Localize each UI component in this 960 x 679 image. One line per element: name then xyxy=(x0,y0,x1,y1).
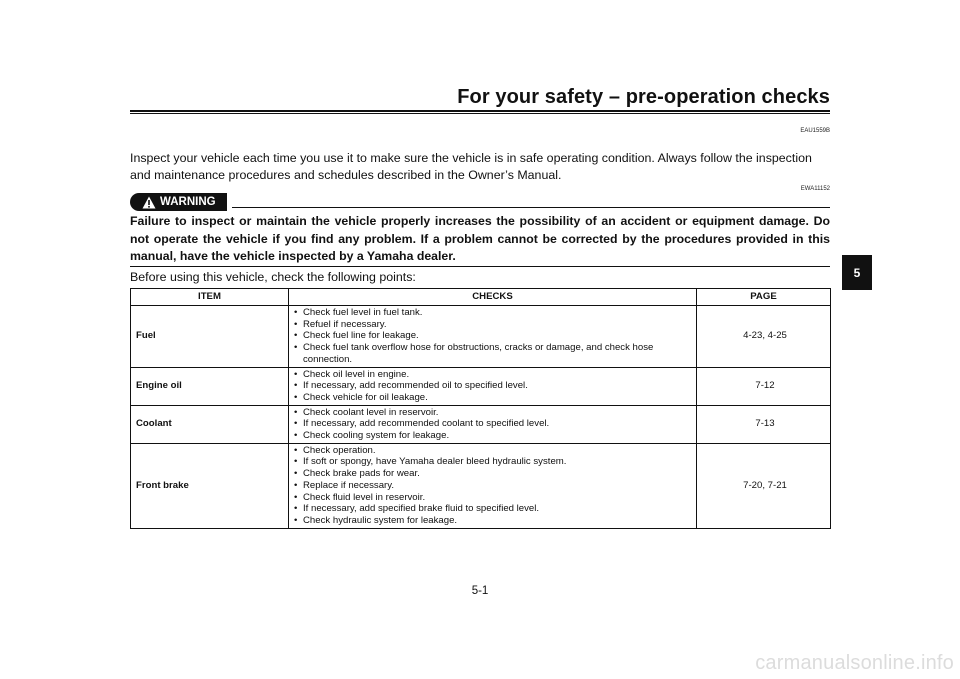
table-row xyxy=(131,443,831,528)
check-text: If necessary, add recommended coolant to specified level. xyxy=(303,418,550,430)
warning-reference-code: EWA11152 xyxy=(800,186,830,192)
bullet-icon: • xyxy=(294,456,298,468)
check-text: Replace if necessary. xyxy=(303,479,395,491)
check-list-item xyxy=(294,392,694,404)
checks-cell xyxy=(289,405,697,443)
table-row xyxy=(131,306,831,368)
bullet-icon: • xyxy=(294,491,298,503)
checks-cell xyxy=(289,367,697,405)
table-row xyxy=(131,405,831,443)
column-header-item: ITEM xyxy=(131,289,289,306)
check-list-item xyxy=(294,480,694,492)
page-reference-cell: 4-23, 4-25 xyxy=(697,306,831,368)
checks-cell xyxy=(289,443,697,528)
check-text: Check fuel level in fuel tank. xyxy=(303,307,423,318)
warning-rule xyxy=(232,207,830,208)
item-cell: Coolant xyxy=(131,405,289,443)
warning-triangle-icon xyxy=(142,196,156,209)
bullet-icon: • xyxy=(294,444,298,456)
check-list-item xyxy=(294,456,694,468)
check-list-item xyxy=(294,407,694,419)
check-list-item xyxy=(294,445,694,457)
table-body xyxy=(131,306,831,529)
table-row xyxy=(131,367,831,405)
check-text: Check fuel line for leakage. xyxy=(303,330,419,342)
page-number: 5-1 xyxy=(471,585,489,597)
check-text: Check vehicle for oil leakage. xyxy=(303,391,428,403)
item-cell: Engine oil xyxy=(131,367,289,405)
bullet-icon: • xyxy=(294,514,298,526)
check-list-item xyxy=(294,468,694,480)
checks-cell xyxy=(289,306,697,368)
intro-reference-code: EAU1559B xyxy=(800,128,830,134)
column-header-page: PAGE xyxy=(697,289,831,306)
check-text: Check coolant level in reservoir. xyxy=(303,406,439,418)
check-list-item xyxy=(294,503,694,515)
warning-label: WARNING xyxy=(160,196,216,208)
check-list-item xyxy=(294,330,694,342)
bullet-icon: • xyxy=(294,418,298,430)
warning-bottom-rule xyxy=(130,266,830,267)
check-text: If necessary, add recommended oil to specified level. xyxy=(303,380,528,392)
page-title: For your safety – pre-operation checks xyxy=(457,86,830,108)
checklist-lead-text: Before using this vehicle, check the following points: xyxy=(130,270,416,284)
check-text: Check hydraulic system for leakage. xyxy=(303,514,458,526)
check-text: Check oil level in engine. xyxy=(303,368,410,380)
bullet-icon: • xyxy=(294,391,298,403)
check-list-item xyxy=(294,430,694,442)
title-rule xyxy=(130,110,830,114)
check-text: Check fuel tank overflow hose for obstructions, cracks or damage, and check hose connection. xyxy=(303,342,654,365)
bullet-icon: • xyxy=(294,330,298,342)
warning-header xyxy=(130,193,830,211)
bullet-icon: • xyxy=(294,368,298,380)
bullet-icon: • xyxy=(294,380,298,392)
warning-badge xyxy=(130,193,227,211)
check-list-item xyxy=(294,369,694,381)
item-cell: Front brake xyxy=(131,443,289,528)
pre-operation-checks-table xyxy=(130,288,831,529)
item-cell: Fuel xyxy=(131,306,289,368)
column-header-checks: CHECKS xyxy=(289,289,697,306)
check-text: Check cooling system for leakage. xyxy=(303,430,450,442)
check-text: Check fluid level in reservoir. xyxy=(303,491,426,503)
check-list-item xyxy=(294,492,694,504)
table-header-row xyxy=(131,289,831,306)
check-list-item xyxy=(294,418,694,430)
bullet-icon: • xyxy=(294,503,298,515)
check-list-item xyxy=(294,380,694,392)
bullet-icon: • xyxy=(294,342,298,354)
page-reference-cell: 7-13 xyxy=(697,405,831,443)
check-list-item xyxy=(294,342,694,365)
bullet-icon: • xyxy=(294,318,298,330)
check-text: If soft or spongy, have Yamaha dealer bleed hydraulic system. xyxy=(303,456,567,468)
bullet-icon: • xyxy=(294,479,298,491)
check-text: Check operation. xyxy=(303,444,376,456)
bullet-icon: • xyxy=(294,307,298,318)
bullet-icon: • xyxy=(294,430,298,442)
check-list-item xyxy=(294,319,694,331)
check-list-item xyxy=(294,515,694,527)
intro-paragraph: Inspect your vehicle each time you use it to make sure the vehicle is in safe operating condition. Always follow the inspection and maintenance procedures and schedules described in the Owner’s Manual. xyxy=(130,151,812,182)
check-text: Check brake pads for wear. xyxy=(303,468,420,480)
bullet-icon: • xyxy=(294,468,298,480)
check-text: Refuel if necessary. xyxy=(303,318,387,330)
page-reference-cell: 7-12 xyxy=(697,367,831,405)
warning-text: Failure to inspect or maintain the vehicle properly increases the possibility of an accident or equipment damage. Do not operate the vehicle if you find any problem. If a problem cannot be corrected by the procedures provided in this manual, have the vehicle inspected by a Yamaha dealer. xyxy=(130,214,830,263)
check-text: If necessary, add specified brake fluid to specified level. xyxy=(303,503,540,515)
check-list-item xyxy=(294,307,694,319)
page-reference-cell: 7-20, 7-21 xyxy=(697,443,831,528)
watermark: carmanualsonline.info xyxy=(755,652,954,674)
chapter-tab: 5 xyxy=(842,255,872,290)
bullet-icon: • xyxy=(294,406,298,418)
